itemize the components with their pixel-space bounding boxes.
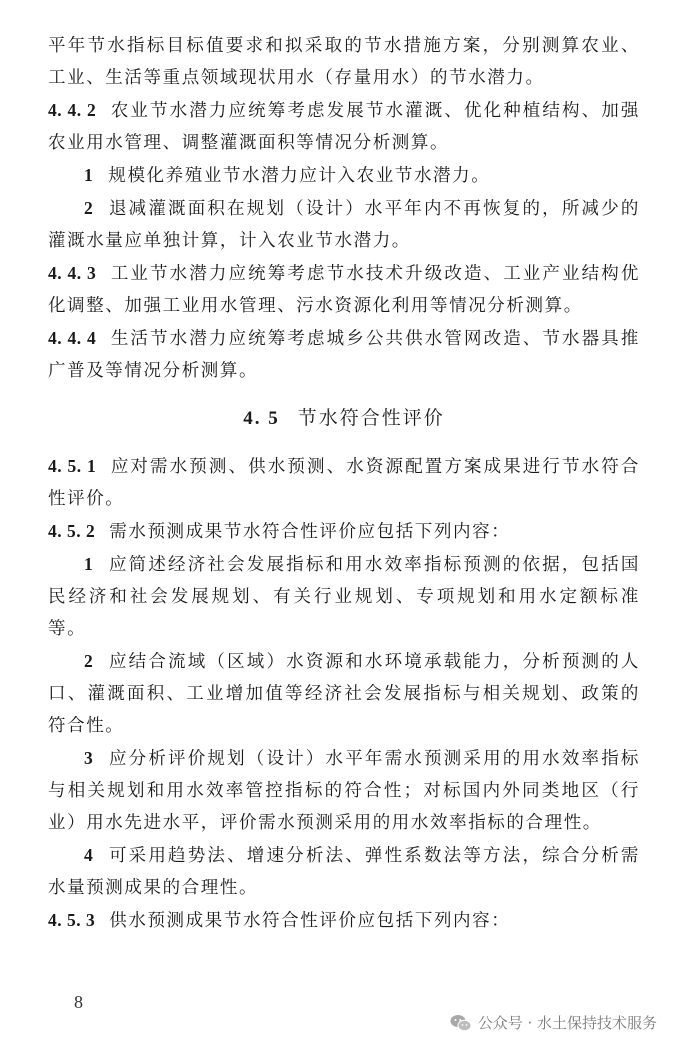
clause-number: 4. 5. 3 [48,910,96,930]
clause-text: 农业节水潜力应统筹考虑发展节水灌溉、优化种植结构、加强农业用水管理、调整灌溉面积等情况分析测算。 [48,101,641,153]
item-number: 1 [84,554,95,574]
clause-text: 生活节水潜力应统筹考虑城乡公共供水管网改造、节水器具推广普及等情况分析测算。 [48,329,641,381]
section-number: 4. 5 [243,408,280,429]
item-text: 应结合流域（区域）水资源和水环境承载能力，分析预测的人口、灌溉面积、工业增加值等经济社会发展指标与相关规划、政策的符合性。 [48,652,640,736]
clause-4-4-4 [48,322,640,387]
clause-4-5-2-item-3 [48,742,640,839]
section-heading-4-5 [48,403,640,434]
item-text: 应简述经济社会发展指标和用水效率指标预测的依据，包括国民经济和社会发展规划、有关行业规划、专项规划和用水定额标准等。 [48,555,640,639]
clause-text: 需水预测成果节水符合性评价应包括下列内容： [109,522,511,542]
clause-4-5-2-item-2 [48,645,640,742]
item-number: 1 [84,165,95,185]
item-text: 退减灌溉面积在规划（设计）水平年内不再恢复的，所减少的灌溉水量应单独计算，计入农业节水潜力。 [48,199,640,251]
clause-4-5-3 [48,904,640,937]
wechat-icon [450,1014,472,1032]
clause-4-5-1 [48,450,640,515]
clause-4-5-2 [48,515,640,548]
paragraph-continuation [48,30,640,94]
clause-text: 工业节水潜力应统筹考虑节水技术升级改造、工业产业结构优化调整、加强工业用水管理、污水资源化利用等情况分析测算。 [48,264,641,316]
item-number: 2 [84,651,95,671]
clause-number: 4. 5. 2 [48,521,96,541]
clause-4-4-2-item-1 [48,159,640,192]
document-body [48,30,640,937]
clause-number: 4. 5. 1 [48,456,97,476]
watermark [450,1012,657,1033]
item-number: 4 [84,845,95,865]
item-number: 2 [84,198,95,218]
clause-4-5-2-item-1 [48,548,640,645]
item-text: 可采用趋势法、增速分析法、弹性系数法等方法，综合分析需水量预测成果的合理性。 [48,846,640,898]
item-text: 应分析评价规划（设计）水平年需水预测采用的用水效率指标与相关规划和用水效率管控指标的符合性；对标国内外同类地区（行业）用水先进水平，评价需水预测采用的用水效率指标的合理性。 [48,749,640,833]
clause-4-5-2-item-4 [48,839,640,904]
clause-4-4-3 [48,257,640,322]
page-number: 8 [74,992,83,1012]
clause-text: 供水预测成果节水符合性评价应包括下列内容： [109,911,511,931]
clause-number: 4. 4. 4 [48,328,97,348]
clause-4-4-2-item-2 [48,192,640,257]
watermark-text: 公众号 · 水土保持技术服务 [477,1014,657,1032]
paragraph-text: 平年节水指标目标值要求和拟采取的节水措施方案，分别测算农业、工业、生活等重点领域现状用水（存量用水）的节水潜力。 [48,36,640,88]
item-number: 3 [84,748,95,768]
section-title: 节水符合性评价 [297,407,445,429]
clause-text: 应对需水预测、供水预测、水资源配置方案成果进行节水符合性评价。 [48,457,641,509]
item-text: 规模化养殖业节水潜力应计入农业节水潜力。 [108,166,491,186]
clause-number: 4. 4. 3 [48,263,97,283]
clause-number: 4. 4. 2 [48,100,97,120]
clause-4-4-2 [48,94,640,159]
